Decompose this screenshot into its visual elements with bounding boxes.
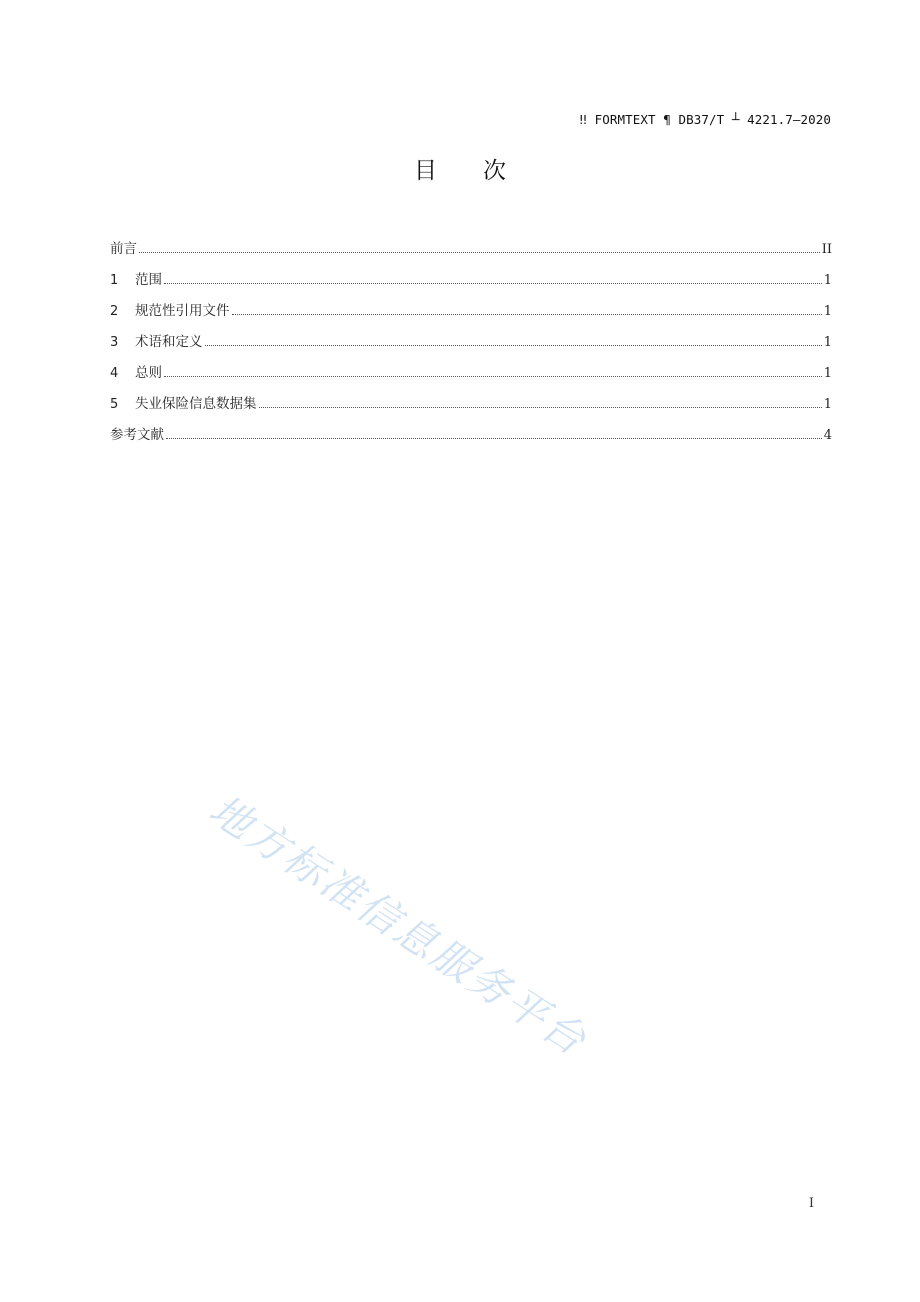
- toc-dot-leader: [164, 282, 822, 284]
- standard-code-header: ‼ FORMTEXT ¶ DB37/T ┴ 4221.7—2020: [579, 112, 831, 127]
- toc-entry-terms-definitions[interactable]: [110, 330, 832, 361]
- toc-entry-page: 4: [823, 428, 832, 443]
- toc-entry-page: 1: [823, 397, 832, 412]
- toc-entry-number: 4: [110, 366, 119, 381]
- toc-entry-label: 失业保险信息数据集: [135, 396, 257, 412]
- toc-entry-page: 1: [823, 304, 832, 319]
- page-title: 目次: [414, 158, 552, 184]
- toc-entry-foreword[interactable]: [110, 237, 832, 268]
- toc-entry-number: 3: [110, 335, 119, 350]
- toc-entry-page: 1: [823, 366, 832, 381]
- toc-dot-leader: [259, 406, 822, 408]
- toc-entry-number: 2: [110, 304, 119, 319]
- toc-dot-leader: [205, 344, 822, 346]
- toc-dot-leader: [166, 437, 822, 439]
- toc-entry-page: 1: [823, 335, 832, 350]
- toc-entry-number: 5: [110, 397, 119, 412]
- toc-entry-label: 参考文献: [110, 427, 164, 443]
- watermark: 地方标准信息服务平台: [200, 785, 597, 1066]
- table-of-contents: [110, 237, 832, 454]
- toc-entry-general[interactable]: [110, 361, 832, 392]
- toc-entry-label: 术语和定义: [135, 334, 203, 350]
- toc-entry-scope[interactable]: [110, 268, 832, 299]
- toc-entry-dataset[interactable]: [110, 392, 832, 423]
- toc-dot-leader: [232, 313, 822, 315]
- toc-entry-label: 总则: [135, 365, 162, 381]
- toc-entry-label: 范围: [135, 272, 162, 288]
- toc-dot-leader: [139, 251, 820, 253]
- toc-entry-label: 规范性引用文件: [135, 303, 230, 319]
- toc-entry-normative-references[interactable]: [110, 299, 832, 330]
- toc-entry-page: 1: [823, 273, 832, 288]
- page-number: I: [808, 1196, 814, 1211]
- toc-entry-page: II: [821, 242, 832, 257]
- toc-entry-number: 1: [110, 273, 119, 288]
- toc-dot-leader: [164, 375, 822, 377]
- toc-entry-label: 前言: [110, 241, 137, 257]
- toc-entry-bibliography[interactable]: [110, 423, 832, 454]
